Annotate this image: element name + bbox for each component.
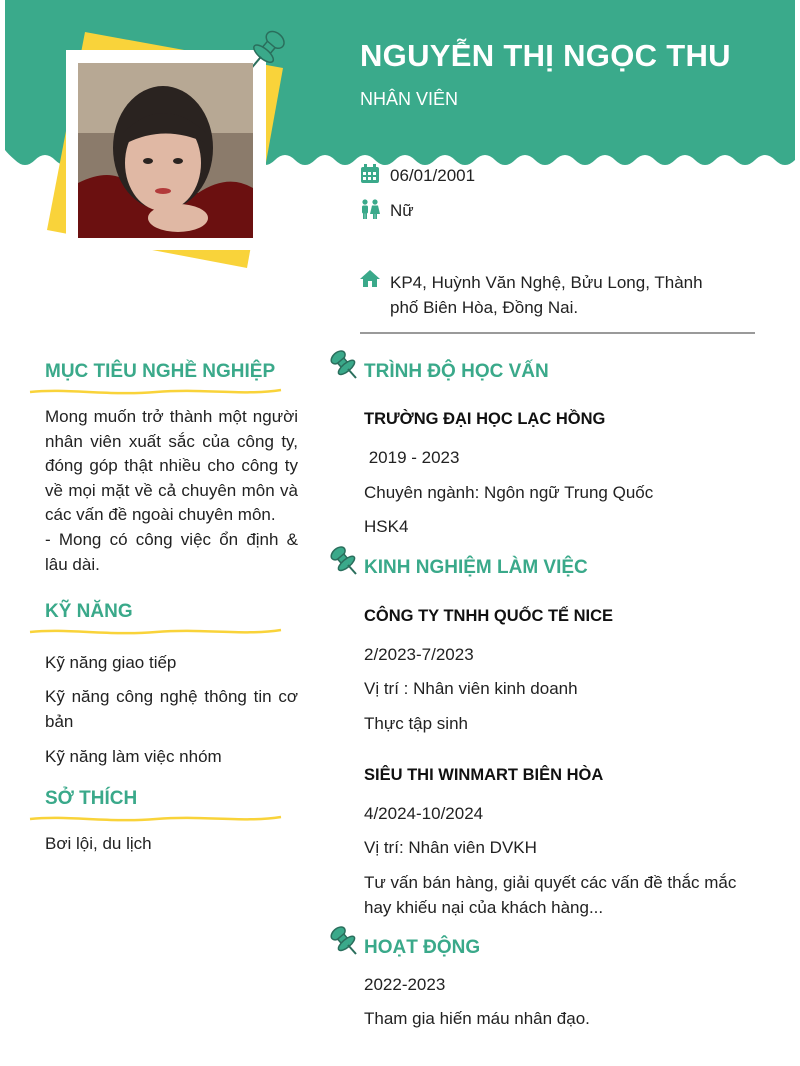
hobbies-underline: [28, 812, 283, 826]
job-position: Vị trí : Nhân viên kinh doanh: [364, 679, 578, 698]
skills-underline: [28, 625, 283, 639]
job-description: Thực tập sinh: [364, 714, 468, 733]
education-major: Chuyên ngành: Ngôn ngữ Trung Quốc: [364, 483, 654, 502]
pushpin-icon: [330, 350, 358, 380]
skill-item: Kỹ năng công nghệ thông tin cơ bản: [45, 687, 298, 731]
company-name: SIÊU THI WINMART BIÊN HÒA: [364, 766, 604, 784]
education-years: 2019 - 2023: [364, 448, 460, 467]
hobbies-title: SỞ THÍCH: [45, 788, 138, 809]
objective-title: MỤC TIÊU NGHỀ NGHIỆP: [45, 361, 276, 382]
hobbies-text: Bơi lội, du lịch: [45, 834, 152, 853]
birthdate-text: 06/01/2001: [390, 166, 476, 185]
skill-item: Kỹ năng giao tiếp: [45, 653, 177, 672]
header-divider: [360, 332, 755, 334]
profile-photo: [78, 63, 253, 238]
avatar: [78, 63, 253, 238]
activities-title: HOẠT ĐỘNG: [364, 937, 481, 958]
job-description: Tư vấn bán hàng, giải quyết các vấn đề thắc mắc hay khiếu nại của khách hàng...: [364, 873, 737, 917]
objective-text: Mong muốn trở thành một người nhân viên xuất sắc của công ty, đóng góp thật nhiều cho công ty về mọi mặt về cả chuyên môn và các vấn đề ngoài chuyên môn.: [45, 407, 298, 524]
activity-description: Tham gia hiến máu nhân đạo.: [364, 1009, 590, 1028]
candidate-name: NGUYỄN THỊ NGỌC THU: [360, 38, 731, 73]
experience-title: KINH NGHIỆM LÀM VIỆC: [364, 557, 588, 578]
objective-text-2: - Mong có công việc ổn định & lâu dài.: [45, 530, 298, 574]
job-period: 2/2023-7/2023: [364, 645, 474, 664]
home-icon: [360, 269, 380, 289]
job-position: Vị trí: Nhân viên DVKH: [364, 838, 537, 857]
activity-period: 2022-2023: [364, 975, 446, 994]
company-name: CÔNG TY TNHH QUỐC TẾ NICE: [364, 607, 614, 625]
gender-text: Nữ: [390, 201, 414, 220]
objective-underline: [28, 385, 283, 399]
address-text: KP4, Huỳnh Văn Nghệ, Bửu Long, Thành phố Biên Hòa, Đồng Nai.: [390, 273, 703, 317]
job-period: 4/2024-10/2024: [364, 804, 484, 823]
school-name: TRƯỜNG ĐẠI HỌC LẠC HỒNG: [364, 410, 606, 428]
education-cert: HSK4: [364, 517, 409, 536]
skills-title: KỸ NĂNG: [45, 601, 133, 622]
calendar-icon: [360, 164, 380, 184]
candidate-role: NHÂN VIÊN: [360, 89, 459, 109]
education-title: TRÌNH ĐỘ HỌC VẤN: [364, 361, 549, 382]
skill-item: Kỹ năng làm việc nhóm: [45, 747, 222, 766]
pushpin-icon: [330, 546, 358, 576]
pushpin-icon: [330, 926, 358, 956]
people-icon: [360, 199, 380, 219]
